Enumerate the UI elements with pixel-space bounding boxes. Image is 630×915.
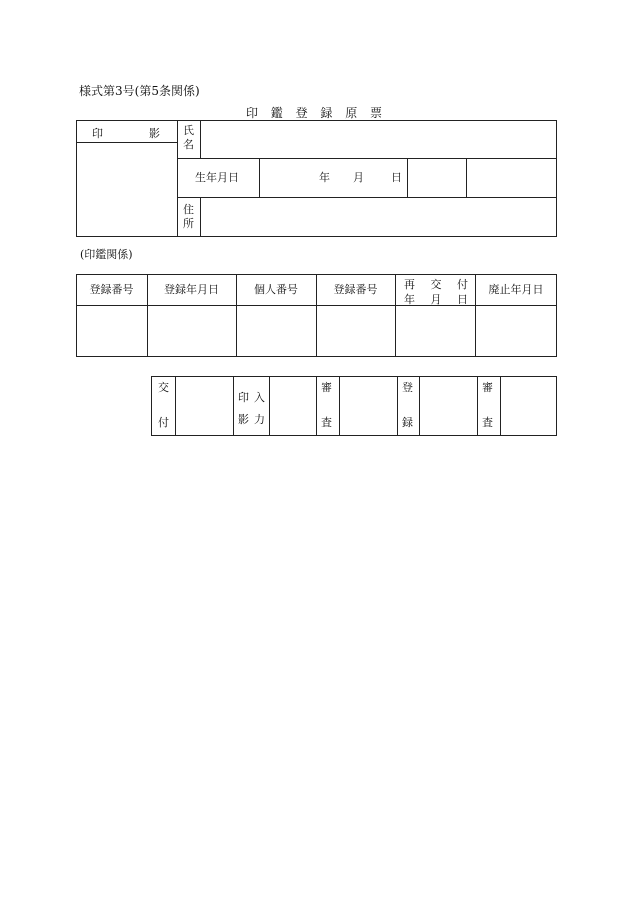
review-label-2b: 査 [482, 416, 493, 429]
review-label-2a: 審 [482, 381, 493, 394]
seal-impression-area [77, 143, 176, 236]
title-char: 鑑 [270, 106, 283, 120]
col-registration-number: 登録番号 [89, 283, 134, 296]
birthdate-day-label: 日 [391, 171, 402, 184]
document-title [246, 104, 382, 121]
col-abolition-date: 廃止年月日 [488, 283, 544, 296]
title-char: 票 [369, 106, 382, 120]
review-label-1a: 審 [321, 381, 332, 394]
name-label-2: 名 [183, 138, 194, 151]
name-label-1: 氏 [183, 124, 194, 137]
title-char: 登 [295, 106, 308, 120]
review-label-1b: 査 [321, 416, 332, 429]
register-label-1: 登 [402, 381, 413, 394]
title-char: 録 [320, 106, 333, 120]
seal-input-label-top: 印 入 [238, 391, 265, 404]
title-char: 原 [345, 106, 358, 120]
col-reissue-bottom: 年 月 日 [404, 293, 468, 306]
register-label-2: 録 [402, 416, 413, 429]
title-char: 印 [246, 106, 259, 120]
address-label-2: 所 [183, 217, 194, 230]
issue-label-1: 交 [158, 381, 169, 394]
address-field [201, 198, 556, 236]
address-label-1: 住 [183, 203, 194, 216]
col-reissue-top: 再 交 付 [404, 278, 468, 291]
seal-input-label-bottom: 影 力 [238, 413, 265, 426]
col-registration-number-2: 登録番号 [333, 283, 378, 296]
form-number: 様式第3号(第5条関係) [79, 84, 200, 98]
issue-label-2: 付 [158, 416, 169, 429]
seal-relation-label: (印鑑関係) [80, 248, 133, 261]
birthdate-month-label: 月 [353, 171, 364, 184]
birthdate-year-label: 年 [319, 171, 330, 184]
seal-impression-label: 印 影 [92, 127, 160, 140]
processing-table [151, 376, 557, 436]
col-registration-date: 登録年月日 [164, 283, 219, 296]
birthdate-label: 生年月日 [195, 171, 239, 184]
name-field [201, 121, 556, 158]
col-personal-number: 個人番号 [254, 283, 298, 296]
